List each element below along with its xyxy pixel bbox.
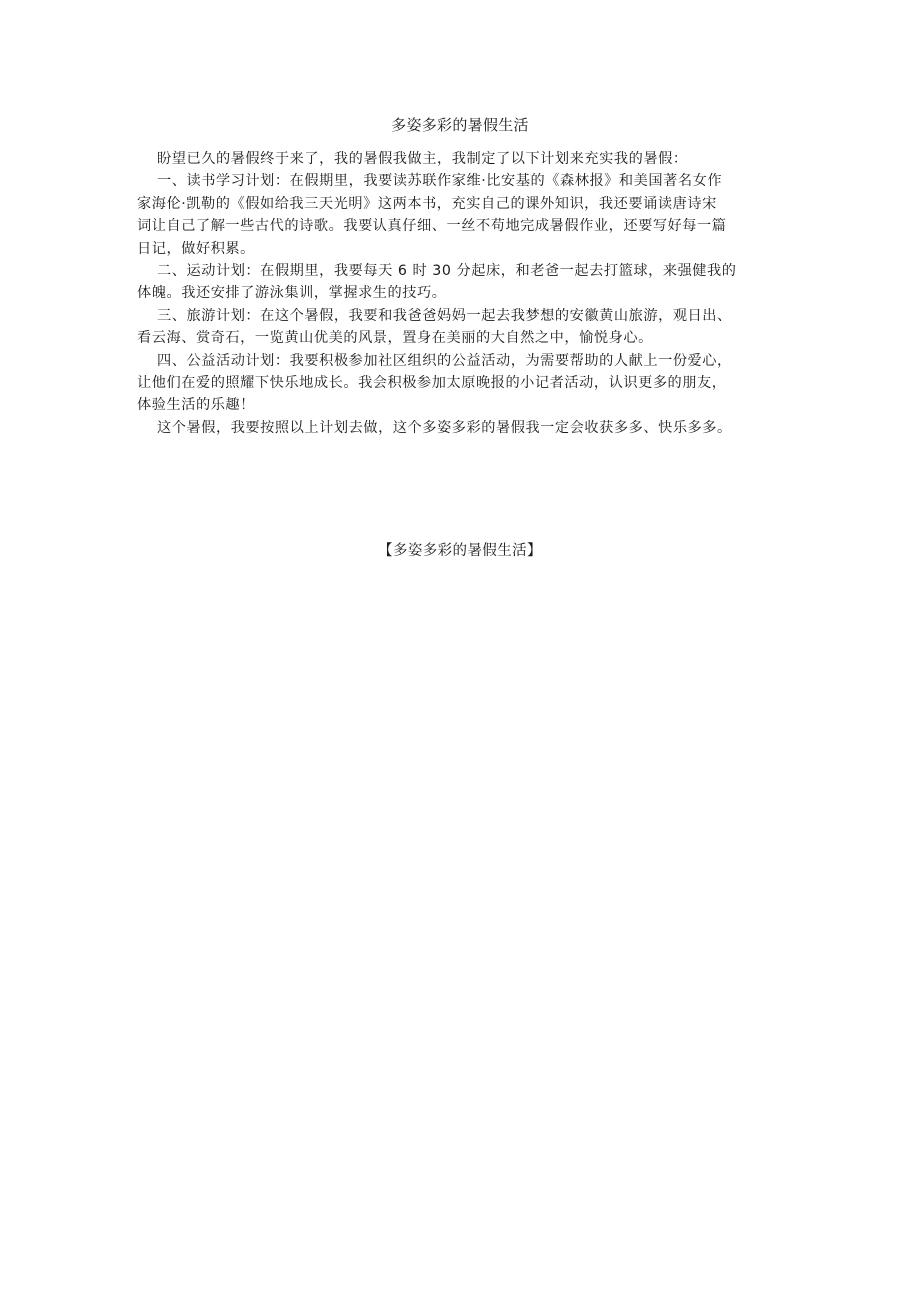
paragraph-sports-plan — [137, 260, 795, 305]
paragraph-conclusion — [137, 417, 795, 439]
paragraph-charity-plan — [137, 350, 795, 417]
paragraph-line: 三、旅游计划：在这个暑假，我要和我爸爸妈妈一起去我梦想的安徽黄山旅游，观日出、 — [157, 307, 732, 324]
paragraph-line: 家海伦·凯勒的《假如给我三天光明》这两本书，充实自己的课外知识，我还要诵读唐诗宋 — [137, 195, 717, 212]
paragraph-line: 二、运动计划：在假期里，我要每天 6 时 30 分起床，和老爸一起去打篮球，来强健我的 — [157, 262, 737, 279]
paragraph-line: 体验生活的乐趣！ — [137, 397, 255, 414]
paragraph-line: 四、公益活动计划：我要积极参加社区组织的公益活动，为需要帮助的人献上一份爱心， — [157, 352, 732, 369]
paragraph-line: 一、读书学习计划：在假期里，我要读苏联作家维·比安基的《森林报》和美国著名女作 — [157, 173, 723, 190]
footer-title: 【多姿多彩的暑假生活】 — [378, 543, 542, 559]
document-title: 多姿多彩的暑假生活 — [391, 116, 529, 134]
paragraph-line: 盼望已久的暑假终于来了，我的暑假我做主，我制定了以下计划来充实我的暑假： — [157, 151, 688, 167]
paragraph-line: 词让自己了解一些古代的诗歌。我要认真仔细、一丝不苟地完成暑假作业，还要写好每一篇 — [137, 218, 727, 235]
paragraph-intro — [137, 148, 795, 170]
paragraph-line: 体魄。我还安排了游泳集训，掌握求生的技巧。 — [137, 285, 447, 302]
paragraph-line: 看云海、赏奇石，一览黄山优美的风景，置身在美丽的大自然之中，愉悦身心。 — [137, 330, 653, 347]
document-body — [137, 148, 795, 439]
paragraph-line: 让他们在爱的照耀下快乐地成长。我会积极参加太原晚报的小记者活动，认识更多的朋友， — [137, 374, 727, 391]
paragraph-line: 日记，做好积累。 — [137, 240, 255, 257]
paragraph-line: 这个暑假，我要按照以上计划去做，这个多姿多彩的暑假我一定会收获多多、快乐多多。 — [157, 419, 732, 436]
paragraph-reading-plan — [137, 170, 795, 260]
paragraph-travel-plan — [137, 305, 795, 350]
